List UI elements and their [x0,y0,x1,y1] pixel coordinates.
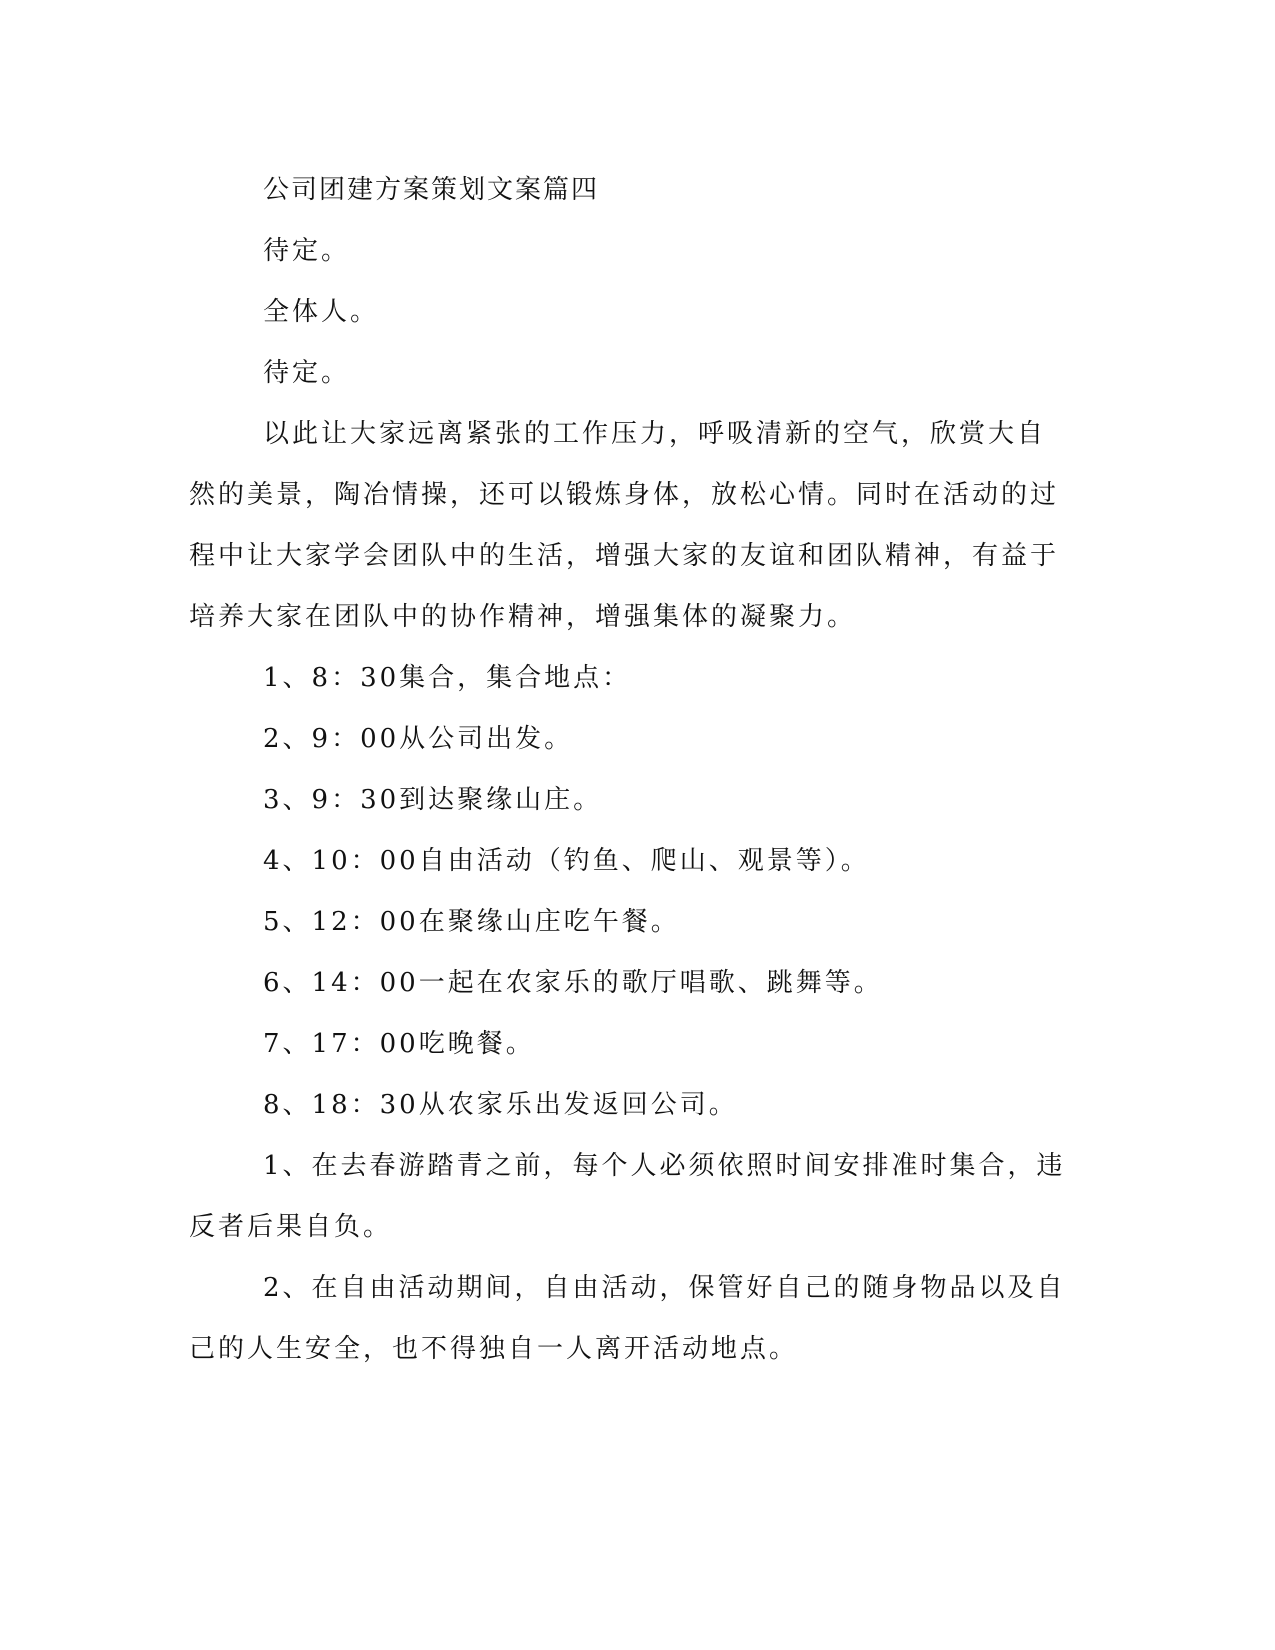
schedule-item-2: 2、9：00从公司出发。 [263,724,574,754]
document-body [189,160,1069,1380]
schedule-item-8: 8、18：30从农家乐出发返回公司。 [263,1090,738,1120]
paragraph-location: 待定。 [263,358,351,388]
schedule-item-1: 1、8：30集合，集合地点： [263,663,632,693]
schedule-item-7: 7、17：00吃晚餐。 [263,1029,535,1059]
schedule-item-5: 5、12：00在聚缘山庄吃午餐。 [263,907,680,937]
schedule-item-3: 3、9：30到达聚缘山庄。 [263,785,603,815]
paragraph-participants: 全体人。 [263,297,380,327]
paragraph-time: 待定。 [263,236,351,266]
rule-item-2: 2、在自由活动期间，自由活动，保管好自己的随身物品以及自己的人生安全，也不得独自一人离开活动地点。 [189,1273,1066,1364]
rule-item-1: 1、在去春游踏青之前，每个人必须依照时间安排准时集合，违反者后果自负。 [189,1151,1066,1242]
schedule-item-4: 4、10：00自由活动（钓鱼、爬山、观景等）。 [263,846,870,876]
document-title: 公司团建方案策划文案篇四 [263,175,600,205]
schedule-item-6: 6、14：00一起在农家乐的歌厅唱歌、跳舞等。 [263,968,883,998]
paragraph-purpose: 以此让大家远离紧张的工作压力，呼吸清新的空气，欣赏大自然的美景，陶冶情操，还可以锻炼身体，放松心情。同时在活动的过程中让大家学会团队中的生活，增强大家的友谊和团队精神，有益于培养大家在团队中的协作精神，增强集体的凝聚力。 [189,419,1060,632]
